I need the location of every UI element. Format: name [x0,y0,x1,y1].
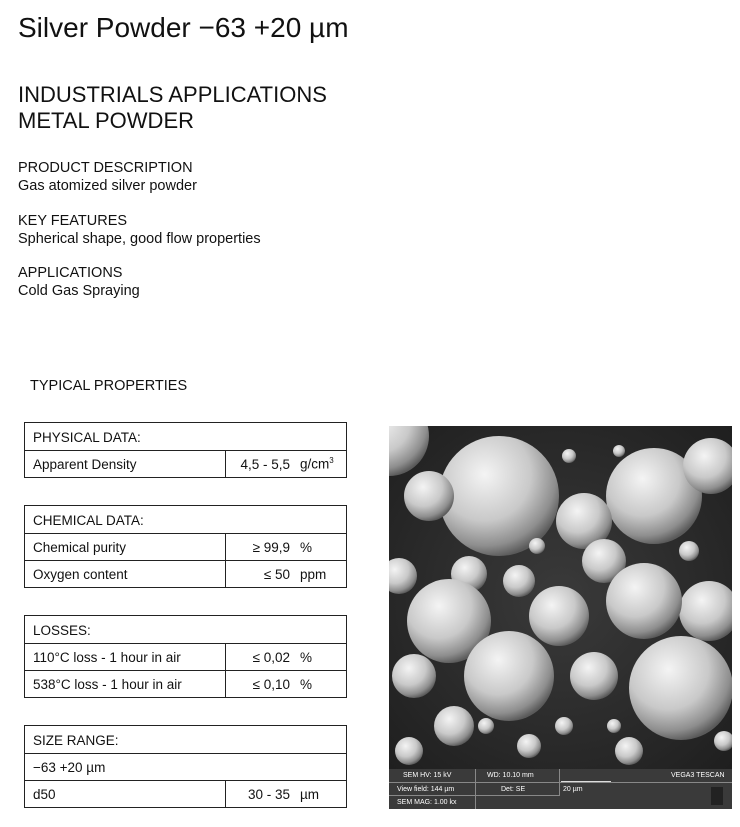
page-title: Silver Powder −63 +20 µm [18,12,349,43]
property-value: ≥ 99,9 [226,534,295,561]
table-row [25,561,347,588]
property-unit: % [294,644,347,671]
product-description-label: PRODUCT DESCRIPTION [18,160,193,176]
property-value: ≤ 50 [226,561,295,588]
size-range-table [24,725,347,808]
key-features-value: Spherical shape, good flow properties [18,231,261,247]
losses-header: LOSSES: [25,616,347,644]
powder-particles-image [389,426,732,769]
sem-scale-ruler [561,769,611,782]
table-row [25,451,347,478]
sem-scale-label: 20 µm [563,786,583,793]
sem-info-bar [389,769,732,809]
product-description-value: Gas atomized silver powder [18,178,197,194]
heading-metal-powder: METAL POWDER [18,108,195,133]
heading-industrial-applications: INDUSTRIALS APPLICATIONS [18,82,327,107]
property-name: Apparent Density [25,451,226,478]
property-name: Oxygen content [25,561,226,588]
sem-magnification: SEM MAG: 1.00 kx [397,799,457,806]
physical-data-header: PHYSICAL DATA: [25,423,347,451]
property-value: ≤ 0,10 [226,671,295,698]
sem-logo-mark [711,787,723,805]
size-range-header: SIZE RANGE: [25,726,347,754]
table-row [25,644,347,671]
sem-hv: SEM HV: 15 kV [403,772,452,779]
property-unit: % [294,534,347,561]
property-name: 538°C loss - 1 hour in air [25,671,226,698]
table-row [25,781,347,808]
losses-table [24,615,347,698]
property-value: 30 - 35 [226,781,295,808]
typical-properties-label: TYPICAL PROPERTIES [30,378,188,394]
property-unit: % [294,671,347,698]
property-name: 110°C loss - 1 hour in air [25,644,226,671]
sem-micrograph [389,426,732,809]
size-range-value: −63 +20 µm [25,754,347,781]
chemical-data-table [24,505,347,588]
property-unit: µm [294,781,347,808]
property-value: ≤ 0,02 [226,644,295,671]
chemical-data-header: CHEMICAL DATA: [25,506,347,534]
sem-wd: WD: 10.10 mm [487,772,534,779]
property-name: d50 [25,781,226,808]
property-unit: ppm [294,561,347,588]
table-row [25,671,347,698]
physical-data-table [24,422,347,478]
applications-value: Cold Gas Spraying [18,283,140,299]
sem-view-field: View field: 144 µm [397,786,455,793]
applications-label: APPLICATIONS [18,265,123,281]
sem-detector: Det: SE [501,786,526,793]
property-name: Chemical purity [25,534,226,561]
table-row [25,534,347,561]
property-value: 4,5 - 5,5 [226,451,295,478]
key-features-label: KEY FEATURES [18,213,128,229]
property-unit: $g/cm^3$ [294,451,347,478]
sem-brand: VEGA3 TESCAN [671,772,725,779]
